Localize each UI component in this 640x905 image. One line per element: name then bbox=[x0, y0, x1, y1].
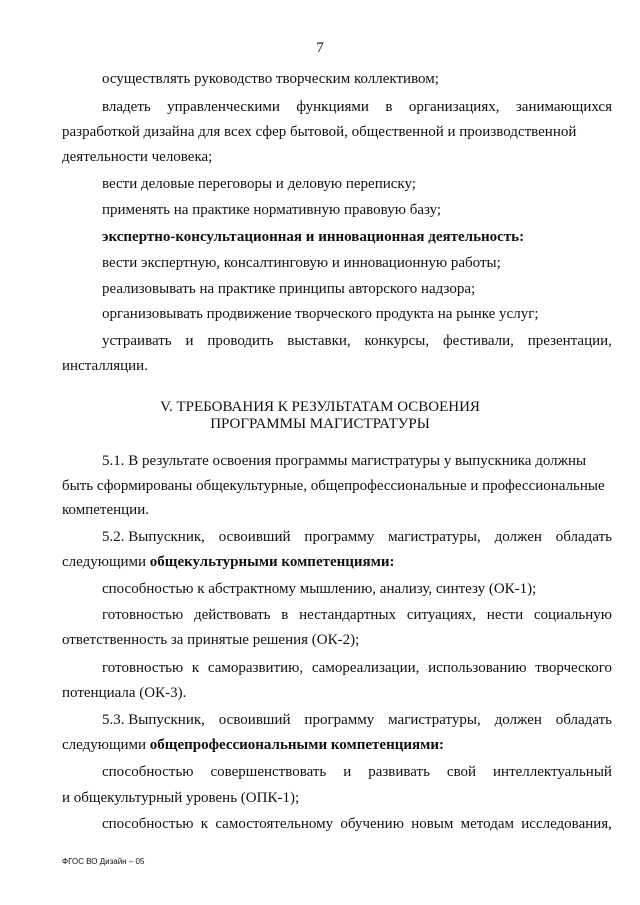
text-line: ответственность за принятые решения (ОК-2); bbox=[62, 632, 360, 648]
paragraph-5-1-line: быть сформированы общекультурные, общепрофессиональные и профессиональные bbox=[62, 478, 605, 494]
word: саморазвитию, bbox=[207, 660, 304, 676]
page-number: 7 bbox=[316, 40, 324, 56]
word: исследования, bbox=[521, 816, 612, 832]
word: должен bbox=[494, 529, 542, 545]
word: обучению bbox=[340, 816, 404, 832]
text-line: вести экспертную, консалтинговую и инновационную работы; bbox=[102, 255, 501, 271]
bold-text: общепрофессиональными компетенциями: bbox=[149, 737, 444, 753]
bold-text: общекультурными компетенциями: bbox=[149, 554, 395, 570]
word: в bbox=[281, 607, 289, 623]
word: нестандартных bbox=[299, 607, 397, 623]
word: методам bbox=[460, 816, 514, 832]
text-line: инсталляции. bbox=[62, 358, 148, 374]
word: самореализации, bbox=[311, 660, 420, 676]
word: к bbox=[191, 660, 200, 676]
text-line: деятельности человека; bbox=[62, 149, 213, 165]
word: магистратуры, bbox=[388, 712, 481, 728]
text-line: разработкой дизайна для всех сфер бытовой, общественной и производственной bbox=[62, 124, 577, 140]
word: конкурсы, bbox=[364, 333, 430, 349]
competence-ok-1: способностью к абстрактному мышлению, анализу, синтезу (ОК-1); bbox=[102, 581, 537, 597]
word: интеллектуальный bbox=[493, 764, 612, 780]
word: и bbox=[185, 333, 194, 349]
word: свой bbox=[446, 764, 477, 780]
justified-line bbox=[62, 528, 612, 546]
word: в bbox=[385, 99, 393, 115]
word: фестивали, bbox=[442, 333, 514, 349]
word: владеть bbox=[102, 99, 151, 115]
word: организациях, bbox=[408, 99, 500, 115]
plain-text: следующими bbox=[62, 554, 150, 570]
word: освоивший bbox=[218, 529, 291, 545]
word: магистратуры, bbox=[388, 529, 481, 545]
word: творческого bbox=[535, 660, 612, 676]
justified-line bbox=[62, 332, 612, 350]
word: выставки, bbox=[287, 333, 351, 349]
word: готовностью bbox=[102, 660, 184, 676]
justified-line bbox=[62, 815, 612, 833]
word: 5.2. Выпускник, bbox=[102, 529, 205, 545]
footer-label: ФГОС ВО Дизайн – 05 bbox=[62, 857, 145, 866]
word: способностью bbox=[102, 816, 194, 832]
justified-line bbox=[62, 98, 612, 116]
word: использованию bbox=[428, 660, 527, 676]
word: новым bbox=[411, 816, 454, 832]
text-line: организовывать продвижение творческого продукта на рынке услуг; bbox=[102, 306, 539, 322]
section-title-line-2: ПРОГРАММЫ МАГИСТРАТУРЫ bbox=[210, 416, 430, 432]
word: должен bbox=[494, 712, 542, 728]
word: и bbox=[343, 764, 352, 780]
justified-line bbox=[62, 659, 612, 677]
word: устраивать bbox=[102, 333, 172, 349]
justified-line bbox=[62, 763, 612, 781]
word: нести bbox=[486, 607, 524, 623]
justified-line bbox=[62, 711, 612, 729]
word: обладать bbox=[555, 529, 612, 545]
plain-text: следующими bbox=[62, 737, 150, 753]
word: презентации, bbox=[527, 333, 612, 349]
paragraph-5-1-line: 5.1. В результате освоения программы магистратуры у выпускника должны bbox=[102, 453, 587, 469]
text-line: применять на практике нормативную правовую базу; bbox=[102, 202, 442, 218]
word: программу bbox=[304, 712, 375, 728]
word: функциями bbox=[296, 99, 369, 115]
text-line bbox=[62, 553, 395, 571]
word: готовностью bbox=[102, 607, 184, 623]
word: занимающихся bbox=[515, 99, 612, 115]
word: действовать bbox=[193, 607, 271, 623]
word: проводить bbox=[207, 333, 274, 349]
word: обладать bbox=[555, 712, 612, 728]
text-line bbox=[62, 736, 444, 754]
activity-heading: экспертно-консультационная и инновационная деятельность: bbox=[102, 229, 525, 245]
word: освоивший bbox=[218, 712, 291, 728]
paragraph-5-1-line: компетенции. bbox=[62, 502, 149, 518]
word: управленческими bbox=[167, 99, 280, 115]
word: программу bbox=[304, 529, 375, 545]
word: самостоятельному bbox=[215, 816, 334, 832]
word: социальную bbox=[533, 607, 612, 623]
justified-line bbox=[62, 606, 612, 624]
word: ситуациях, bbox=[406, 607, 477, 623]
word: к bbox=[200, 816, 209, 832]
text-line: реализовывать на практике принципы авторского надзора; bbox=[102, 281, 476, 297]
text-line: потенциала (ОК-3). bbox=[62, 685, 187, 701]
text-line: и общекультурный уровень (ОПК-1); bbox=[62, 790, 300, 806]
word: совершенствовать bbox=[210, 764, 327, 780]
word: 5.3. Выпускник, bbox=[102, 712, 205, 728]
word: развивать bbox=[368, 764, 430, 780]
section-title-line-1: V. ТРЕБОВАНИЯ К РЕЗУЛЬТАТАМ ОСВОЕНИЯ bbox=[160, 399, 480, 415]
text-line: вести деловые переговоры и деловую переписку; bbox=[102, 176, 416, 192]
word: способностью bbox=[102, 764, 194, 780]
text-line: осуществлять руководство творческим коллективом; bbox=[102, 71, 439, 87]
